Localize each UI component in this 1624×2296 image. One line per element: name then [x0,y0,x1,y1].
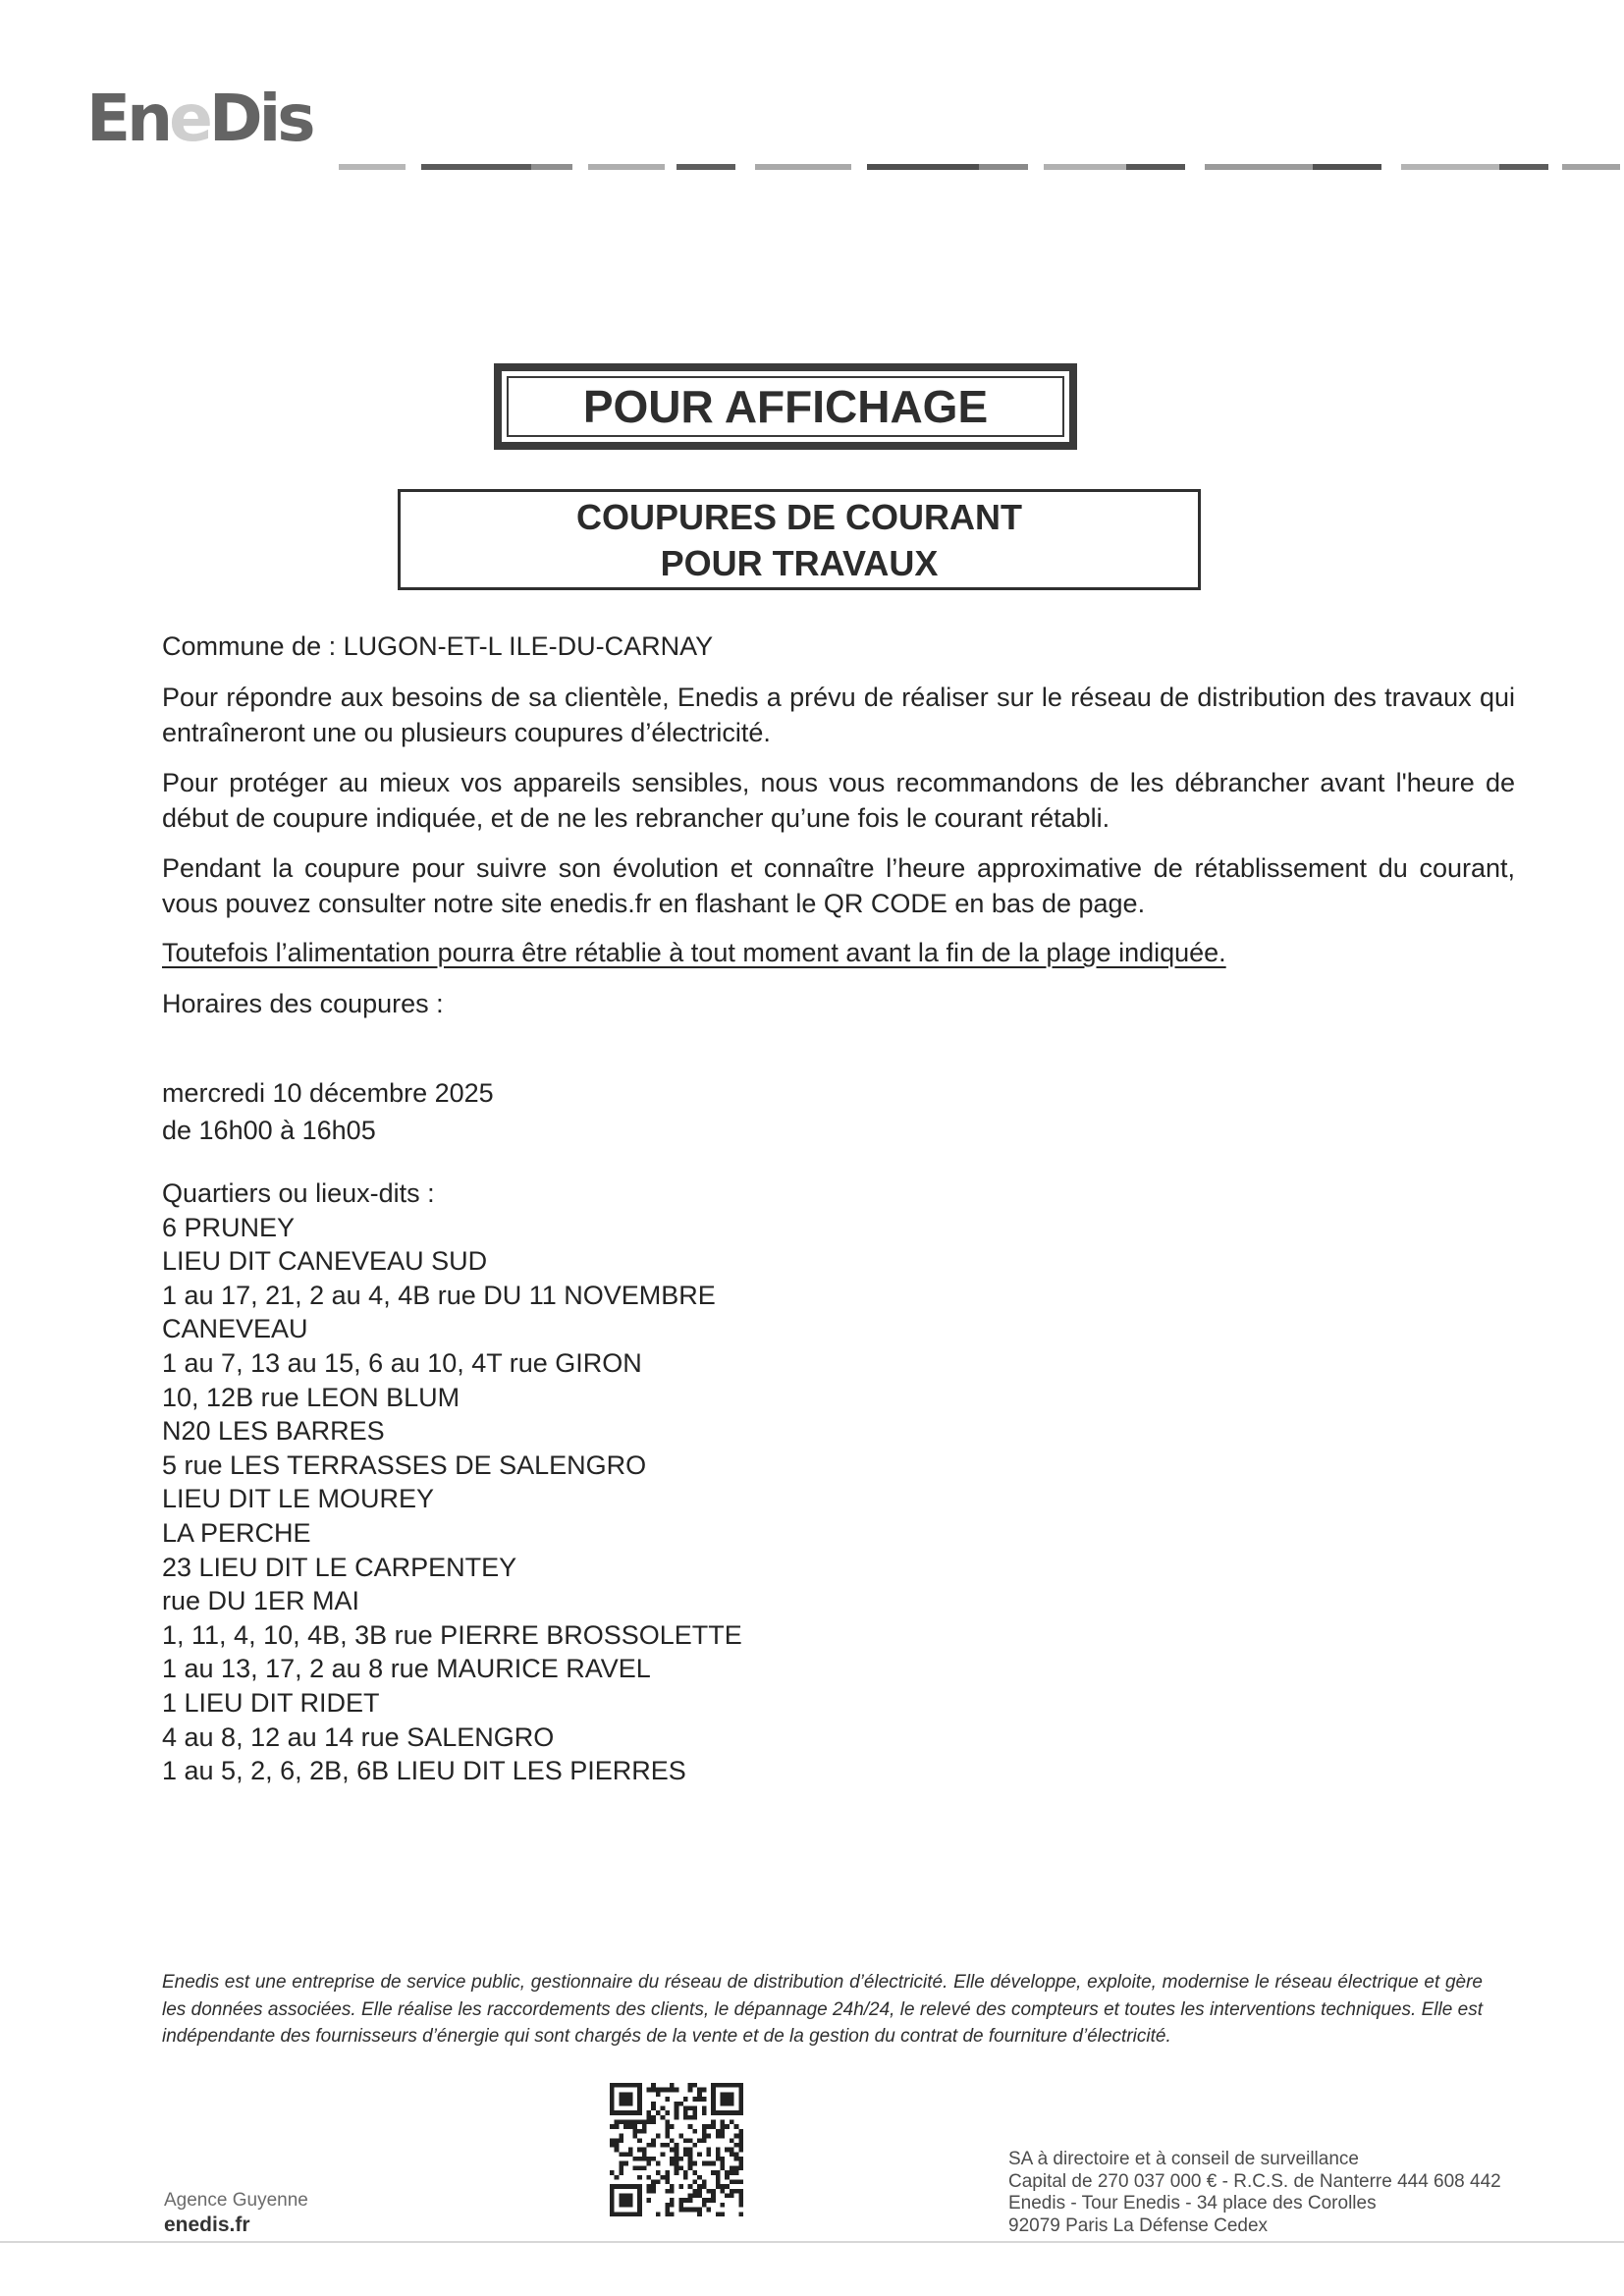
agency-name: Agence Guyenne [164,2190,308,2211]
coupures-line1: COUPURES DE COURANT [575,496,1023,537]
outage-date: mercredi 10 décembre 2025 [162,1078,494,1108]
location-line: 1 LIEU DIT RIDET [162,1687,380,1718]
coupures-banner [398,489,1201,590]
paragraph-intro: Pour répondre aux besoins de sa clientèle, Enedis a prévu de réaliser sur le réseau de distribution des travaux qui entraîneront une ou plusieurs coupures d’électricité. [162,683,1515,747]
company-legal-block [1008,2149,1501,2237]
location-line: 6 PRUNEY [162,1212,296,1242]
location-line: 5 rue LES TERRASSES DE SALENGRO [162,1449,647,1480]
locations-list [162,1176,1515,1788]
location-line: LIEU DIT LE MOUREY [162,1484,435,1514]
paragraph-underlined [162,935,1515,970]
enedis-about-text: Enedis est une entreprise de service public, gestionnaire du réseau de distribution d’électricité. Elle développe, exploite, modernise le réseau électrique et gère les données associées. Elle réalise les raccordements des clients, le dépannage 24h/24, le relevé des compteurs et toutes les interventions techniques. Elle est indépendante des fournisseurs d’énergie qui sont chargés de la vente et de la gestion du contrat de fourniture d’électricité. [162,1972,1483,2047]
underlined-sentence: Toutefois l’alimentation pourra être rétablie à tout moment avant la fin de la plage indiquée. [162,938,1226,967]
location-line: 1, 11, 4, 10, 4B, 3B rue PIERRE BROSSOLETTE [162,1619,742,1650]
company-legal-line: Capital de 270 037 000 € - R.C.S. de Nanterre 444 608 442 [1008,2170,1501,2192]
horaires-label: Horaires des coupures : [162,989,444,1018]
location-line: LIEU DIT CANEVEAU SUD [162,1246,488,1277]
location-line: 1 au 5, 2, 6, 2B, 6B LIEU DIT LES PIERRES [162,1756,686,1786]
bottom-divider-line [0,2241,1624,2243]
logo-part-light: e [169,81,209,156]
agency-block [164,2188,308,2237]
logo-part-dark: En [86,81,170,156]
website-label: enedis.fr [164,2214,250,2236]
outage-schedule [162,1074,1515,1149]
paragraph-qrcode: Pendant la coupure pour suivre son évolution et connaître l’heure approximative de rétablissement du courant, vous pouvez consulter notre site enedis.fr en flashant le QR CODE en bas de page. [162,853,1515,918]
location-line: 4 au 8, 12 au 14 rue SALENGRO [162,1722,555,1752]
location-line: CANEVEAU [162,1314,308,1344]
location-line: LA PERCHE [162,1517,311,1548]
location-line: 1 au 17, 21, 2 au 4, 4B rue DU 11 NOVEMBRE [162,1280,716,1310]
location-line: N20 LES BARRES [162,1416,385,1447]
location-line: 1 au 7, 13 au 15, 6 au 10, 4T rue GIRON [162,1347,642,1378]
company-legal-line: 92079 Paris La Défense Cedex [1008,2214,1269,2236]
pour-affichage-banner [494,363,1077,450]
location-line: 23 LIEU DIT LE CARPENTEY [162,1552,517,1582]
location-line: 1 au 13, 17, 2 au 8 rue MAURICE RAVEL [162,1654,651,1684]
location-line: rue DU 1ER MAI [162,1586,360,1616]
quartiers-label: Quartiers ou lieux-dits : [162,1178,435,1208]
qr-code [610,2083,743,2216]
coupures-line2: POUR TRAVAUX [660,542,939,583]
header-dashed-line [339,164,1620,170]
pour-affichage-label: POUR AFFICHAGE [507,376,1064,437]
outage-time-range: de 16h00 à 16h05 [162,1116,376,1145]
paragraph-protect: Pour protéger au mieux vos appareils sensibles, nous vous recommandons de les débrancher avant l'heure de début de coupure indiquée, et de ne les rebrancher qu’une fois le courant rétabli. [162,768,1515,833]
company-legal-line: Enedis - Tour Enedis - 34 place des Corolles [1008,2193,1377,2214]
logo-part-dark2: Dis [208,81,312,156]
location-line: 10, 12B rue LEON BLUM [162,1382,460,1412]
company-legal-line: SA à directoire et à conseil de surveillance [1008,2149,1359,2169]
enedis-logo [86,81,312,156]
commune-line: Commune de : LUGON-ET-L ILE-DU-CARNAY [162,631,714,661]
